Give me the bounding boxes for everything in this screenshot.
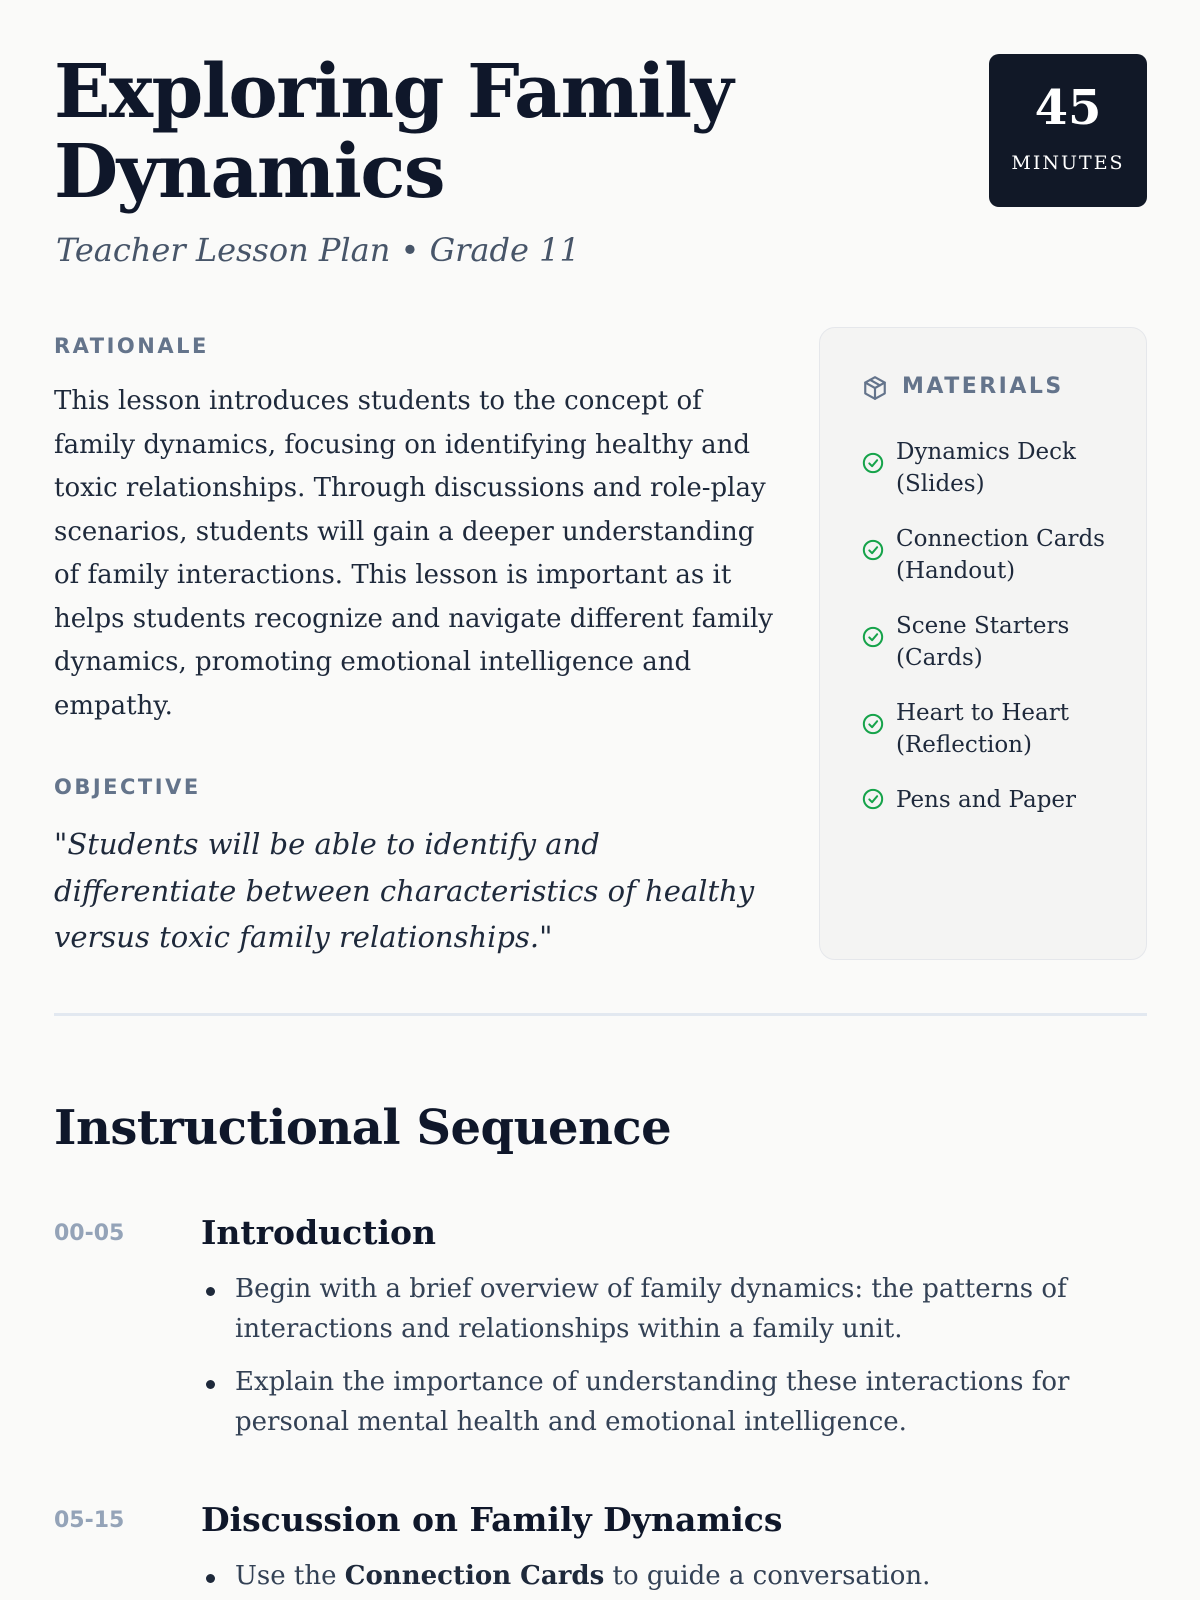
material-name: Heart to Heart — [896, 700, 1069, 726]
check-circle-icon — [862, 539, 884, 561]
duration-badge — [989, 54, 1147, 207]
step-time: 05-15 — [54, 1508, 125, 1533]
check-circle-icon — [862, 452, 884, 474]
material-item — [862, 436, 1132, 500]
materials-title: MATERIALS — [902, 374, 1064, 399]
material-item — [862, 784, 1132, 816]
material-reference: Connection Cards — [344, 1561, 605, 1591]
material-type: (Reflection) — [896, 732, 1032, 758]
bullet-text: Use the — [235, 1561, 345, 1591]
objective-text: "Students will be able to identify and differentiate between characteristics of healthy versus toxic family relationships." — [54, 827, 755, 954]
check-circle-icon — [862, 788, 884, 810]
package-icon — [862, 375, 888, 401]
duration-unit: MINUTES — [1011, 152, 1125, 174]
duration-value: 45 — [1034, 80, 1102, 136]
check-circle-icon — [862, 626, 884, 648]
objective-label: OBJECTIVE — [54, 775, 201, 799]
step-bullet — [201, 1556, 1081, 1596]
rationale-label: RATIONALE — [54, 334, 209, 358]
step-bullet: Explain the importance of understanding these interactions for personal mental health and emotional intelligence. — [201, 1362, 1081, 1442]
material-name: Pens and Paper — [896, 787, 1077, 813]
step-time: 00-05 — [54, 1221, 125, 1246]
materials-card — [819, 327, 1147, 960]
check-circle-icon — [862, 713, 884, 735]
material-item — [862, 610, 1132, 674]
materials-list — [862, 436, 1132, 839]
rationale-text: This lesson introduces students to the concept of family dynamics, focusing on identifying healthy and toxic relationships. Through discussions and role-play scenarios, students will gain a deeper understanding of family interactions. This lesson is important as it helps students recognize and navigate different family dynamics, promoting emotional intelligence and empathy. — [54, 386, 773, 721]
step-title: Discussion on Family Dynamics — [201, 1500, 783, 1539]
material-item — [862, 523, 1132, 587]
bullet-text: to guide a conversation. — [604, 1561, 931, 1591]
material-name: Scene Starters — [896, 613, 1070, 639]
step-title: Introduction — [201, 1213, 437, 1252]
step-bullets — [201, 1556, 1081, 1600]
material-name: Connection Cards — [896, 526, 1105, 552]
lesson-subtitle: Teacher Lesson Plan • Grade 11 — [56, 231, 580, 269]
step-bullets — [201, 1269, 1081, 1455]
material-type: (Cards) — [896, 645, 983, 671]
material-type: (Slides) — [896, 471, 985, 497]
sequence-heading: Instructional Sequence — [54, 1100, 672, 1156]
section-divider — [54, 1013, 1147, 1016]
material-name: Dynamics Deck — [896, 439, 1076, 465]
lesson-title: Exploring Family Dynamics — [54, 49, 733, 215]
material-type: (Handout) — [896, 558, 1016, 584]
step-bullet: Begin with a brief overview of family dynamics: the patterns of interactions and relationships within a family unit. — [201, 1269, 1081, 1349]
material-item — [862, 697, 1132, 761]
